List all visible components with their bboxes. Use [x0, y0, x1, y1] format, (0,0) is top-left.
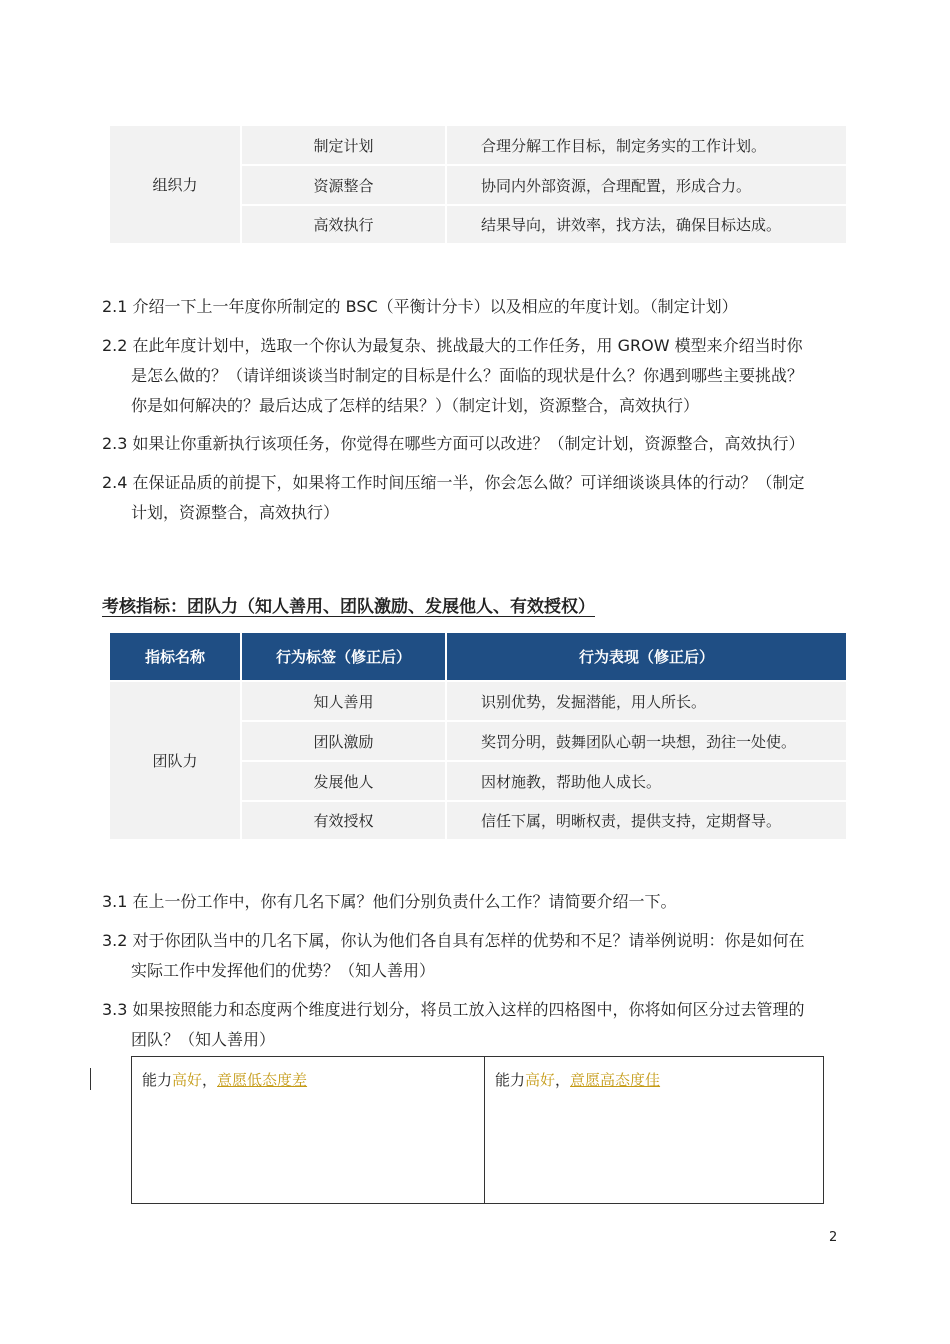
question-2-1: 2.1 介绍一下上一年度你所制定的 BSC（平衡计分卡）以及相应的年度计划。（制定计划）: [102, 297, 738, 316]
quadrant-box-left: [131, 1056, 485, 1204]
quadrant-left-label: 能力高好，意愿低态度差: [142, 1071, 308, 1089]
table2-row-label: 发展他人: [242, 762, 445, 800]
question-3-3-cont: 团队？（知人善用）: [131, 1030, 276, 1049]
quadrant-right-label: 能力高好，意愿高态度佳: [495, 1071, 661, 1089]
question-2-4: 2.4 在保证品质的前提下，如果将工作时间压缩一半，你会怎么做？可详细谈谈具体的行动？（制定: [102, 473, 805, 492]
table1-row-desc: 合理分解工作目标，制定务实的工作计划。: [447, 126, 846, 164]
question-2-2-cont: 你是如何解决的？最后达成了怎样的结果？）（制定计划，资源整合，高效执行）: [131, 396, 700, 415]
table2-category: 团队力: [110, 682, 240, 839]
question-2-2: 2.2 在此年度计划中，选取一个你认为最复杂、挑战最大的工作任务，用 GROW 模型来介绍当时你: [102, 336, 803, 355]
table2-row-label: 有效授权: [242, 802, 445, 839]
question-3-1: 3.1 在上一份工作中，你有几名下属？他们分别负责什么工作？请简要介绍一下。: [102, 892, 677, 911]
table2-row-label: 知人善用: [242, 682, 445, 720]
question-3-2-cont: 实际工作中发挥他们的优势？（知人善用）: [131, 961, 436, 980]
question-3-2: 3.2 对于你团队当中的几名下属，你认为他们各自具有怎样的优势和不足？请举例说明：你是如何在: [102, 931, 805, 950]
question-2-3: 2.3 如果让你重新执行该项任务，你觉得在哪些方面可以改进？（制定计划，资源整合，高效执行）: [102, 434, 805, 453]
text-cursor: [90, 1068, 91, 1090]
table1-row-desc: 结果导向，讲效率，找方法，确保目标达成。: [447, 206, 846, 243]
page-number: 2: [829, 1230, 838, 1245]
table2-row-label: 团队激励: [242, 722, 445, 760]
question-2-2-cont: 是怎么做的？（请详细谈谈当时制定的目标是什么？面临的现状是什么？你遇到哪些主要挑战？: [131, 366, 804, 385]
table2-header: 指标名称: [110, 633, 240, 680]
table2-header: 行为标签（修正后）: [242, 633, 445, 680]
table2-row-desc: 因材施教，帮助他人成长。: [447, 762, 846, 800]
section-title: 考核指标：团队力（知人善用、团队激励、发展他人、有效授权）: [102, 597, 595, 617]
table1-row-label: 资源整合: [242, 166, 445, 204]
question-3-3: 3.3 如果按照能力和态度两个维度进行划分，将员工放入这样的四格图中，你将如何区分过去管理的: [102, 1000, 805, 1019]
table2-row-desc: 奖罚分明，鼓舞团队心朝一块想，劲往一处使。: [447, 722, 846, 760]
table2-row-desc: 信任下属，明晰权责，提供支持，定期督导。: [447, 802, 846, 839]
table2-row-desc: 识别优势，发掘潜能，用人所长。: [447, 682, 846, 720]
table2-header: 行为表现（修正后）: [447, 633, 846, 680]
table1-row-desc: 协同内外部资源，合理配置，形成合力。: [447, 166, 846, 204]
table1-category: 组织力: [110, 126, 240, 243]
quadrant-box-right: [484, 1056, 824, 1204]
question-2-4-cont: 计划，资源整合，高效执行）: [131, 503, 340, 522]
table1-row-label: 高效执行: [242, 206, 445, 243]
table1-row-label: 制定计划: [242, 126, 445, 164]
